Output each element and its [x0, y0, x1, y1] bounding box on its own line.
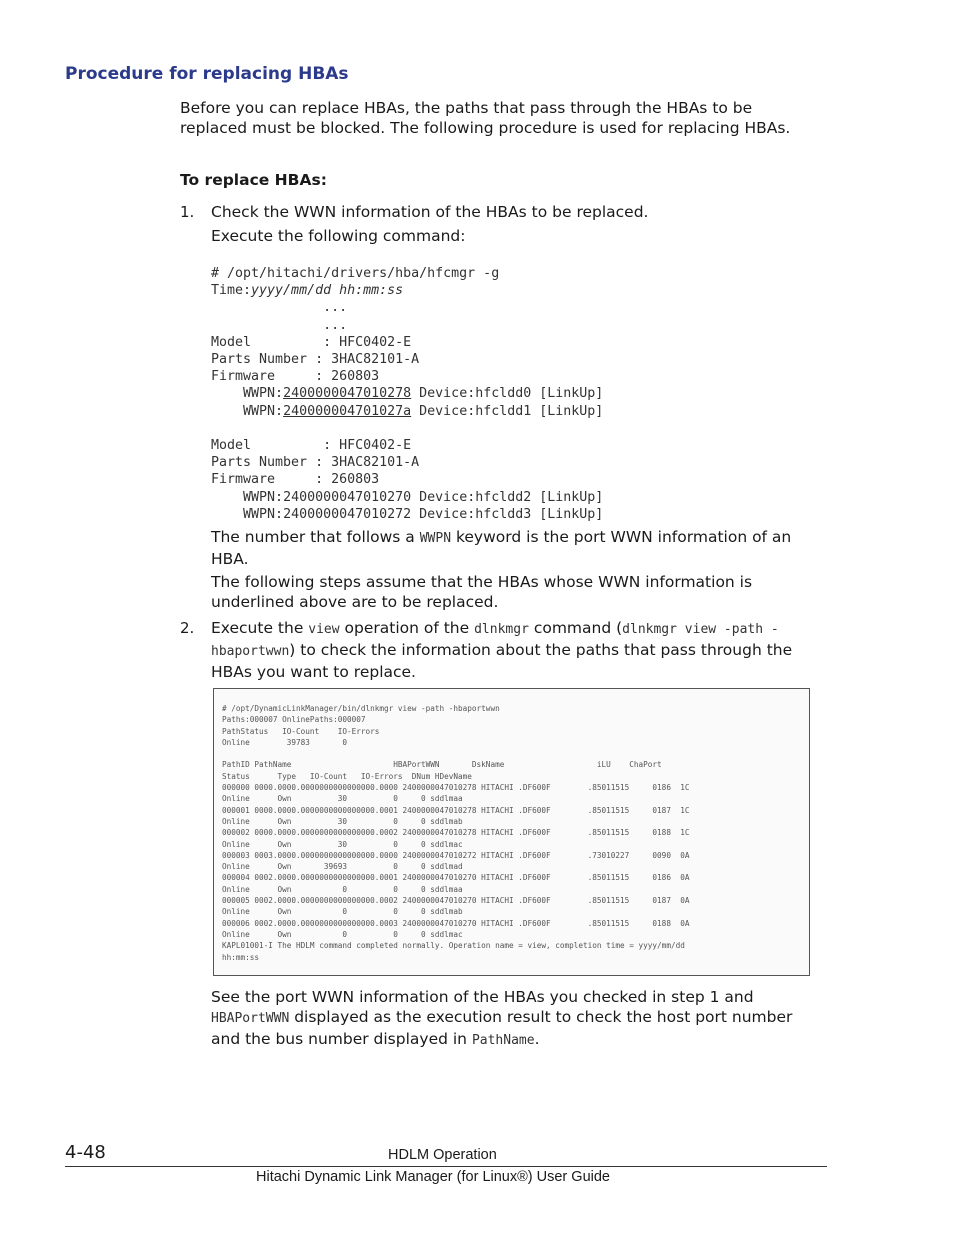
footer-section-title: HDLM Operation	[388, 1147, 497, 1163]
screenshot-line: Online Own 30 0 0 sddlmaa	[222, 794, 463, 804]
screenshot-line: Online 39783 0	[222, 737, 347, 747]
dlnkmgr-output-screenshot	[213, 688, 810, 976]
step-1-command-intro: Execute the following command:	[211, 227, 466, 245]
screenshot-line: hh:mm:ss	[222, 952, 260, 962]
hfcmgr-output-code-block: # /opt/hitachi/drivers/hba/hfcmgr -g Time:yyyy/mm/dd hh:mm:ss ... ... Model : HFC0402-E Parts Number : 3HAC82101-A Firmware : 260803 WWPN:2400000047010278 Device:hfcldd0 [LinkUp] WWPN:240000004701027a Device:hfcldd1 [LinkUp] Model : HFC0402-E Parts Number : 3HAC82101-A Firmware : 260803 WWPN:2400000047010270 Device:hfcldd2 [LinkUp] WWPN:2400000047010272 Device:hfcldd3 [LinkUp]	[211, 266, 604, 522]
screenshot-line: Paths:000007 OnlinePaths:000007	[222, 715, 366, 725]
page-number: 4-48	[65, 1142, 106, 1163]
screenshot-line: # /opt/DynamicLinkManager/bin/dlnkmgr view -path -hbaportwwn	[222, 704, 500, 713]
section-heading: Procedure for replacing HBAs	[65, 64, 349, 84]
intro-paragraph: Before you can replace HBAs, the paths that pass through the HBAs to be replaced must be blocked. The following procedure is used for replacing HBAs.	[180, 99, 791, 137]
screenshot-line: 000000 0000.0000.0000000000000000.0000 2400000047010278 HITACHI .DF600F .85011515 0186 1C	[222, 783, 690, 793]
step-2-text: Execute the view operation of the dlnkmgr command (dlnkmgr view -path -hbaportwwn) to check the information about the paths that pass through the HBAs you want to replace.	[211, 619, 793, 681]
screenshot-line: Online Own 30 0 0 sddlmac	[222, 839, 463, 849]
footer-divider	[65, 1166, 827, 1167]
wwpn-note: The number that follows a WWPN keyword is the port WWN information of an HBA.	[211, 528, 792, 568]
screenshot-line: PathStatus IO-Count IO-Errors	[222, 726, 380, 736]
screenshot-line: Online Own 39693 0 0 sddlmad	[222, 862, 463, 872]
underline-note: The following steps assume that the HBAs whose WWN information is underlined above are to be replaced.	[211, 573, 753, 611]
step-2-number: 2.	[180, 619, 195, 637]
screenshot-line: Online Own 0 0 0 sddlmaa	[222, 884, 463, 894]
see-wwn-paragraph: See the port WWN information of the HBAs you checked in step 1 and HBAPortWWN displayed as the execution result to check the host port number and the bus number displayed in PathName.	[211, 988, 793, 1048]
step-1-number: 1.	[180, 203, 195, 221]
screenshot-line: Status Type IO-Count IO-Errors DNum HDevName	[222, 771, 472, 781]
screenshot-line: Online Own 0 0 0 sddlmab	[222, 907, 463, 917]
screenshot-line: 000003 0003.0000.0000000000000000.0000 2400000047010272 HITACHI .DF600F .73010227 0090 0A	[222, 850, 690, 860]
screenshot-line: 000006 0002.0000.0000000000000000.0003 2400000047010270 HITACHI .DF600F .85011515 0188 0A	[222, 918, 690, 928]
screenshot-line: 000002 0000.0000.0000000000000000.0002 2400000047010278 HITACHI .DF600F .85011515 0188 1C	[222, 828, 690, 838]
underlined-wwpn: 240000004701027a	[283, 403, 412, 419]
screenshot-line: 000001 0000.0000.0000000000000000.0001 2400000047010278 HITACHI .DF600F .85011515 0187 1C	[222, 805, 690, 815]
underlined-wwpn: 2400000047010278	[283, 386, 412, 402]
screenshot-line: KAPL01001-I The HDLM command completed normally. Operation name = view, completion time = yyyy/mm/dd	[222, 941, 685, 951]
procedure-subheading: To replace HBAs:	[180, 171, 327, 189]
screenshot-text	[222, 703, 689, 963]
screenshot-line: 000005 0002.0000.0000000000000000.0002 2400000047010270 HITACHI .DF600F .85011515 0187 0A	[222, 896, 690, 906]
screenshot-line: Online Own 30 0 0 sddlmab	[222, 816, 463, 826]
screenshot-line: 000004 0002.0000.0000000000000000.0001 2400000047010270 HITACHI .DF600F .85011515 0186 0A	[222, 873, 690, 883]
footer-book-title: Hitachi Dynamic Link Manager (for Linux®) User Guide	[256, 1169, 610, 1185]
screenshot-line: PathID PathName HBAPortWWN DskName iLU ChaPort	[222, 760, 662, 770]
screenshot-line: Online Own 0 0 0 sddlmac	[222, 929, 463, 939]
step-1-text: Check the WWN information of the HBAs to be replaced.	[211, 203, 649, 221]
